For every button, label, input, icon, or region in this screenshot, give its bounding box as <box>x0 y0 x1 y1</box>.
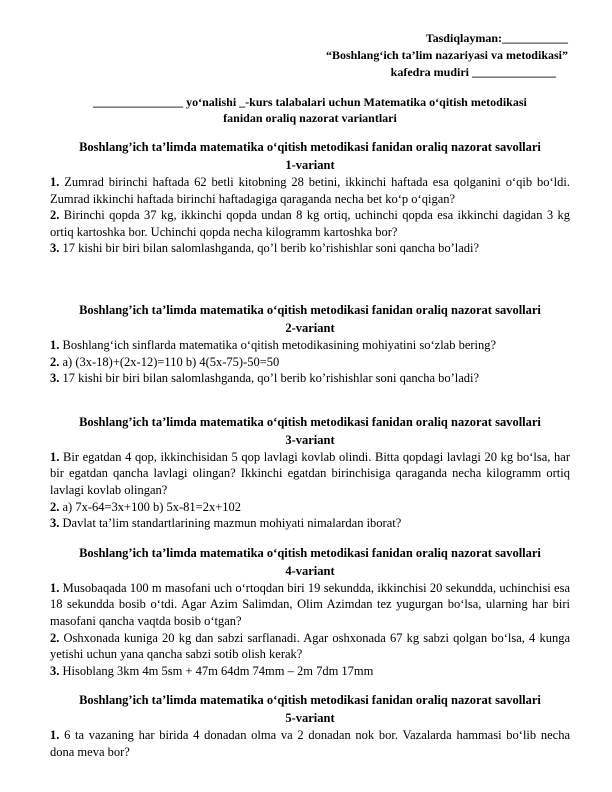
question-number: 2. <box>50 499 60 514</box>
document-intro <box>50 94 570 126</box>
question <box>50 370 570 387</box>
question <box>50 515 570 532</box>
question <box>50 727 570 760</box>
variant-label: 1-variant <box>285 158 335 172</box>
variant-section <box>50 138 570 257</box>
question <box>50 663 570 680</box>
variant-section <box>50 544 570 680</box>
approval-line: Tasdiqlayman:___________ <box>425 31 568 45</box>
question <box>50 174 570 207</box>
variant-section <box>50 691 570 760</box>
question-text: Bir egatdan 4 qop, ikkinchisidan 5 qop lavlagi kovlab olindi. Bitta qopdagi lavlagi 20 kg bo‘lsa, har bir egatdan qancha lavlagi olingan? Ikkinchi egatdan birinchisiga qaraganda necha kilogramm ortiq lavlagi kovlab olingan? <box>50 449 570 497</box>
question-number: 1. <box>50 337 60 352</box>
question-text: Davlat ta’lim standartlarining mazmun mohiyati nimalardan iborat? <box>59 516 402 531</box>
question-text: Boshlang‘ich sinflarda matematika o‘qitish metodikasining mohiyatini so‘zlab bering? <box>59 337 497 352</box>
question-text: Oshxonada kuniga 20 kg dan sabzi sarflanadi. Agar oshxonada 67 kg sabzi qolgan bo‘lsa, 4 kunga yetishi uchun yana qancha sabzi sotib olish kerak? <box>50 630 570 662</box>
question-text: 17 kishi bir biri bilan salomlashganda, qo’l berib ko’rishishlar soni qancha bo’ladi? <box>59 371 480 386</box>
question <box>50 354 570 371</box>
question-text: Hisoblang 3km 4m 5sm + 47m 64dm 74mm – 2m 7dm 17mm <box>59 663 374 678</box>
section-title: Boshlang’ich ta’limda matematika o‘qitish metodikasi fanidan oraliq nazorat savollari <box>79 302 541 317</box>
question-text: a) (3x-18)+(2x-12)=110 b) 4(5x-75)-50=50 <box>59 354 280 369</box>
question-number: 1. <box>50 580 60 595</box>
question-text: Zumrad birinchi haftada 62 betli kitobning 28 betini, ikkinchi haftada esa qolganini o‘qib bo‘ldi. Zumrad ikkinchi haftada birinchi haftadagiga qaraganda necha bet ko‘p o‘qigan? <box>50 175 570 206</box>
question-text: a) 7x-64=3x+100 b) 5x-81=2x+102 <box>59 499 242 514</box>
question-number: 3. <box>50 663 60 678</box>
question-text: Birinchi qopda 37 kg, ikkinchi qopda undan 8 kg ortiq, uchinchi qopda esa ikkinchi dagidan 3 kg ortiq kartoshka bor. Uchinchi qopda necha kilogramm kartoshka bor? <box>50 208 570 239</box>
question-text: Musobaqada 100 m masofani uch o‘rtoqdan biri 19 sekundda, ikkinchisi 20 sekundda, uchinchisi esa 18 sekundda bosib o‘tdi. Agar Azim Salimdan, Olim Azimdan tez yugurgan bo‘lsa, ularning har biri masofani qancha vaqtda bosib o‘tgan? <box>50 580 570 628</box>
question <box>50 580 570 630</box>
question-number: 1. <box>50 449 60 464</box>
variant-label: 5-variant <box>285 711 335 726</box>
intro-line: fanidan oraliq nazorat variantlari <box>223 111 397 125</box>
question-number: 2. <box>50 630 60 645</box>
approval-block <box>50 30 570 81</box>
head-signature-line: kafedra mudiri ______________ <box>390 65 556 79</box>
question <box>50 499 570 516</box>
department-line: “Boshlang‘ich ta’lim nazariyasi va metodikasi” <box>325 48 568 62</box>
question-number: 1. <box>50 728 60 743</box>
variant-section <box>50 301 570 387</box>
variant-section <box>50 413 570 532</box>
variant-label: 3-variant <box>285 432 335 447</box>
question <box>50 240 570 257</box>
question-text: 6 ta vazaning har birida 4 donadan olma va 2 donadan nok bor. Vazalarda hammasi bo‘lib necha dona meva bor? <box>50 728 570 759</box>
question <box>50 449 570 499</box>
section-title: Boshlang’ich ta’limda matematika o‘qitish metodikasi fanidan oraliq nazorat savollari <box>79 414 541 429</box>
section-title: Boshlang’ich ta’limda matematika o‘qitish metodikasi fanidan oraliq nazorat savollari <box>79 140 541 154</box>
variant-label: 4-variant <box>285 563 335 578</box>
question-number: 3. <box>50 516 60 531</box>
question-number: 2. <box>50 208 60 223</box>
section-title: Boshlang’ich ta’limda matematika o‘qitish metodikasi fanidan oraliq nazorat savollari <box>79 693 541 708</box>
variant-label: 2-variant <box>285 320 335 335</box>
question <box>50 337 570 354</box>
intro-line: _______________ yo‘nalishi _-kurs talabalari uchun Matematika o‘qitish metodikasi <box>93 95 527 109</box>
question <box>50 207 570 240</box>
question-text: 17 kishi bir biri bilan salomlashganda, qo’l berib ko’rishishlar soni qancha bo’ladi? <box>59 241 480 256</box>
question-number: 3. <box>50 371 60 386</box>
question <box>50 630 570 663</box>
section-title: Boshlang’ich ta’limda matematika o‘qitish metodikasi fanidan oraliq nazorat savollari <box>79 545 541 560</box>
question-number: 2. <box>50 354 60 369</box>
question-number: 1. <box>50 175 60 189</box>
question-number: 3. <box>50 241 60 256</box>
